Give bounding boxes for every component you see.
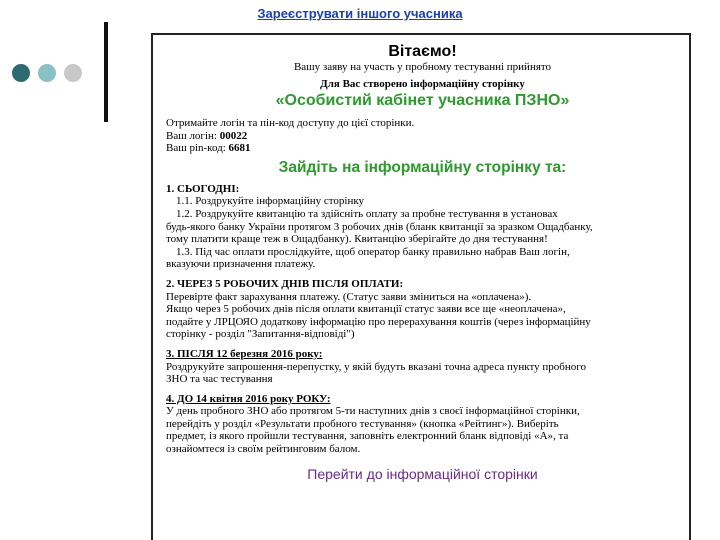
section-today-item-2-line-3: тому платити краще теж в Ощадбанку). Квитанцію зберігайте до дня тестування! xyxy=(166,233,548,246)
section-today-item-3-line-1: 1.3. Під час оплати прослідкуйте, щоб оператор банку правильно набрав Ваш логін, xyxy=(176,245,570,258)
pin-row xyxy=(166,142,679,155)
register-another-participant-link-row xyxy=(0,5,720,23)
section-today-item-2-line-1: 1.2. Роздрукуйте квитанцію та здійсніть оплату за пробне тестування в установах xyxy=(176,207,558,220)
section-before-april-title: 4. ДО 14 квітня 2016 року РОКУ: xyxy=(166,392,331,405)
go-to-info-page-link[interactable]: Перейти до інформаційної сторінки xyxy=(307,465,538,482)
pin-value: 6681 xyxy=(228,142,251,155)
intro-page-created-text: Для Вас створено інформаційну сторінку xyxy=(320,78,525,90)
pin-label: Ваш pin-код: xyxy=(166,142,226,155)
register-another-participant-link[interactable]: Зареєструвати іншого учасника xyxy=(257,6,463,21)
section-after-payment-title: 2. ЧЕРЕЗ 5 РОБОЧИХ ДНІВ ПІСЛЯ ОПЛАТИ: xyxy=(166,277,404,290)
section-after-payment-line-1: Перевірте факт зарахування платежу. (Статус заяви зміниться на «оплачена»). xyxy=(166,290,532,303)
cabinet-title: «Особистий кабінет учасника ПЗНО» xyxy=(275,92,570,109)
decorative-dots xyxy=(12,64,82,82)
section-after-march-line-1: Роздрукуйте запрошення-перепустку, у якій будуть вказані точна адреса пункту пробного xyxy=(166,360,586,373)
login-row xyxy=(166,130,679,143)
section-after-march-line-2: ЗНО та час тестування xyxy=(166,373,273,386)
decorative-vertical-bar xyxy=(104,22,108,122)
section-before-april-line-2: перейдіть у розділ «Результати пробного тестування» (кнопка «Рейтинг»). Виберіть xyxy=(166,417,559,430)
section-today-item-1: 1.1. Роздрукуйте інформаційну сторінку xyxy=(176,195,365,208)
section-today-item-3-line-2: вказуючи призначення платежу. xyxy=(166,258,316,271)
section-after-march-title: 3. ПІСЛЯ 12 березня 2016 року: xyxy=(166,347,323,360)
section-after-payment-line-4: сторінку - розділ "Запитання-відповіді") xyxy=(166,328,355,341)
dark-teal-dot-icon xyxy=(12,64,30,82)
section-today-item-2-line-2: будь-якого банку України протягом 3 робочих днів (бланк квитанції за зразком Ощадбанку, xyxy=(166,220,593,233)
visit-info-page-heading: Зайдіть на інформаційну сторінку та: xyxy=(278,158,567,176)
welcome-title: Вітаємо! xyxy=(388,43,457,60)
login-intro-text: Отримайте логін та пін-код доступу до цієї сторінки. xyxy=(166,117,415,129)
light-teal-dot-icon xyxy=(38,64,56,82)
confirmation-panel xyxy=(151,33,691,540)
section-before-april-line-1: У день пробного ЗНО або протягом 5-ти наступних днів з своєї інформаційної сторінки, xyxy=(166,405,580,418)
section-before-april-line-4: ознайомтеся із своїм рейтинговим балом. xyxy=(166,443,361,456)
login-label: Ваш логін: xyxy=(166,129,217,142)
section-before-april-line-3: предмет, із якого пройшли тестування, заповніть електронний бланк відповіді «А», та xyxy=(166,430,569,443)
section-after-payment-line-3: подайте у ЛРЦОЯО додаткову інформацію про перерахування коштів (через інформаційну xyxy=(166,315,591,328)
gray-dot-icon xyxy=(64,64,82,82)
intro-accepted-text: Вашу заяву на участь у пробному тестуванні прийнято xyxy=(293,61,552,73)
section-today-title: 1. СЬОГОДНІ: xyxy=(166,182,240,195)
login-value: 00022 xyxy=(219,129,248,142)
section-after-payment-line-2: Якщо через 5 робочих днів після оплати квитанції статус заяви все ще «неоплачена», xyxy=(166,303,566,316)
